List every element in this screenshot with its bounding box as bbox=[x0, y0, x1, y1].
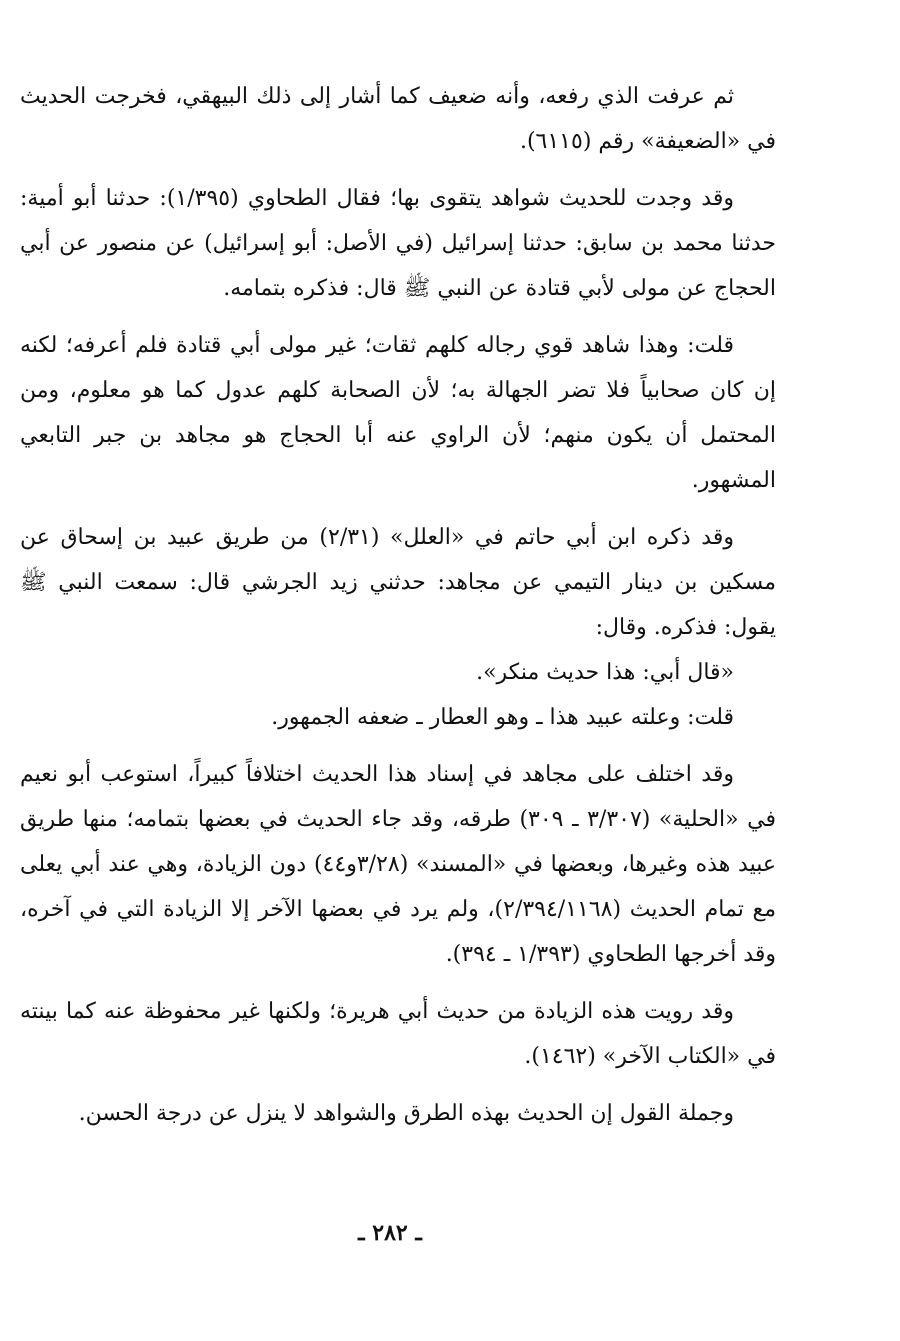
paragraph-8: وجملة القول إن الحديث بهذه الطرق والشواهد لا ينزل عن درجة الحسن. bbox=[78, 1101, 734, 1126]
paragraph-4: وقد ذكره ابن أبي حاتم في «العلل» (٢/٣١) من طريق عبيد بن إسحاق عن مسكين بن دينار التيمي عن مجاهد: حدثني زيد الجرشي قال: سمعت النبي ﷺ يقول: فذكره. وقال: bbox=[20, 525, 776, 640]
page-body bbox=[20, 74, 776, 1136]
page-number: ـ ٢٨٢ ـ bbox=[358, 1220, 422, 1246]
paragraph-3: قلت: وهذا شاهد قوي رجاله كلهم ثقات؛ غير مولى أبي قتادة فلم أعرفه؛ لكنه إن كان صحابياً فلا تضر الجهالة به؛ لأن الصحابة كلهم عدول كما هو معلوم، ومن المحتمل أن يكون منهم؛ لأن الراوي عنه أبا الحجاج هو مجاهد بن جبر التابعي المشهور. bbox=[20, 333, 776, 493]
paragraph-7: وقد رويت هذه الزيادة من حديث أبي هريرة؛ ولكنها غير محفوظة عنه كما بينته في «الكتاب الآخر» (١٤٦٢). bbox=[20, 999, 776, 1069]
paragraph-1: ثم عرفت الذي رفعه، وأنه ضعيف كما أشار إلى ذلك البيهقي، فخرجت الحديث في «الضعيفة» رقم (٦١١٥). bbox=[20, 84, 776, 154]
quotation-line: «قال أبي: هذا حديث منكر». bbox=[476, 660, 734, 685]
paragraph-2: وقد وجدت للحديث شواهد يتقوى بها؛ فقال الطحاوي (١/٣٩٥): حدثنا أبو أمية: حدثنا محمد بن سابق: حدثنا إسرائيل (في الأصل: أبو إسرائيل) عن منصور عن أبي الحجاج عن مولى لأبي قتادة عن النبي ﷺ قال: فذكره بتمامه. bbox=[20, 186, 776, 301]
paragraph-6: وقد اختلف على مجاهد في إسناد هذا الحديث اختلافاً كبيراً، استوعب أبو نعيم في «الحلية» (٣/٣٠٧ ـ ٣٠٩) طرقه، وقد جاء الحديث في بعضها بتمامه؛ منها طريق عبيد هذه وغيرها، وبعضها في «المسند» (٣/٢٨و٤٤) دون الزيادة، وهي عند أبي يعلى مع تمام الحديث (٢/٣٩٤/١١٦٨)، ولم يرد في بعضها الآخر إلا الزيادة التي في آخره، وقد أخرجها الطحاوي (١/٣٩٣ ـ ٣٩٤). bbox=[20, 762, 777, 967]
paragraph-5: قلت: وعلته عبيد هذا ـ وهو العطار ـ ضعفه الجمهور. bbox=[271, 705, 734, 730]
